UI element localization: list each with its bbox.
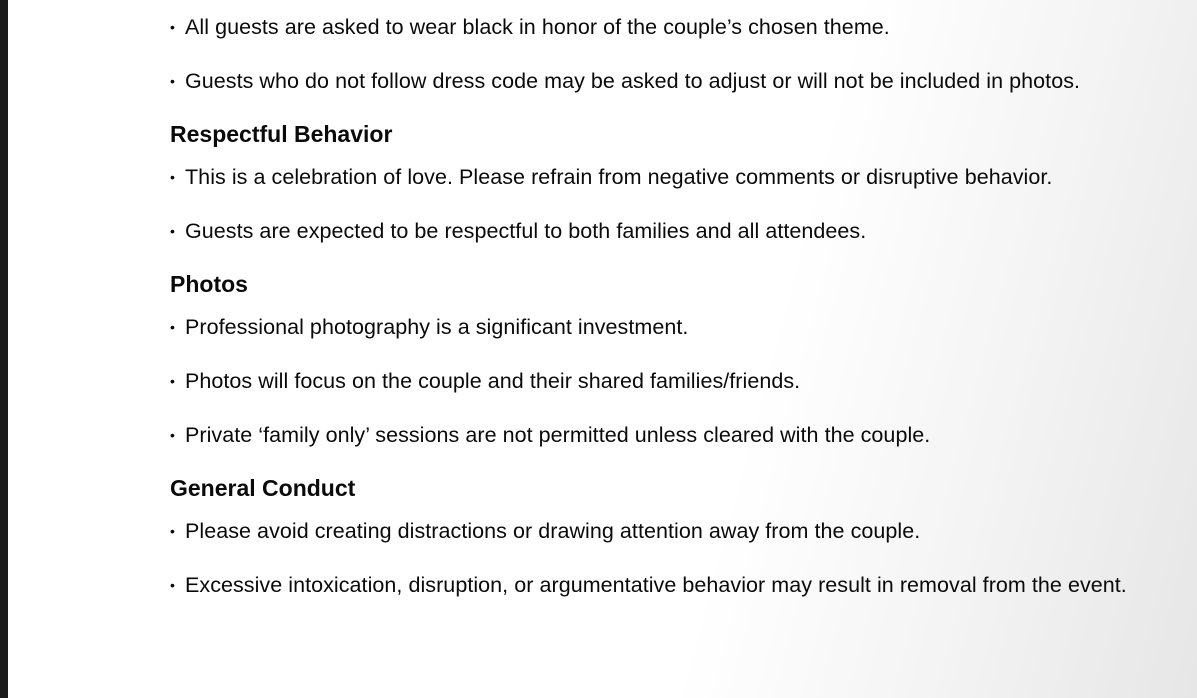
respectful-behavior-item-2: • Guests are expected to be respectful to both families and all attendees. [170, 217, 1130, 246]
section-general-conduct [170, 473, 1130, 600]
section-photos [170, 269, 1130, 450]
general-conduct-heading: General Conduct [170, 475, 356, 501]
photos-item-2: • Photos will focus on the couple and their shared families/friends. [170, 367, 1130, 396]
general-conduct-item-1: • Please avoid creating distractions or drawing attention away from the couple. [170, 517, 1130, 546]
dress-code-item-2: • Guests who do not follow dress code may be asked to adjust or will not be included in photos. [170, 67, 1130, 96]
respectful-behavior-item-1: • This is a celebration of love. Please refrain from negative comments or disruptive behavior. [170, 163, 1130, 192]
document-page [8, 0, 1197, 698]
photos-item-3: • Private ‘family only’ sessions are not permitted unless cleared with the couple. [170, 421, 1130, 450]
photos-item-1: • Professional photography is a significant investment. [170, 313, 1130, 342]
section-dress-code [170, 13, 1130, 96]
section-respectful-behavior [170, 119, 1130, 246]
dress-code-item-1: • All guests are asked to wear black in honor of the couple’s chosen theme. [170, 13, 1130, 42]
photos-heading: Photos [170, 271, 248, 297]
general-conduct-item-2: • Excessive intoxication, disruption, or argumentative behavior may result in removal from the event. [170, 571, 1130, 600]
respectful-behavior-heading: Respectful Behavior [170, 121, 393, 147]
document-content [170, 13, 1130, 625]
